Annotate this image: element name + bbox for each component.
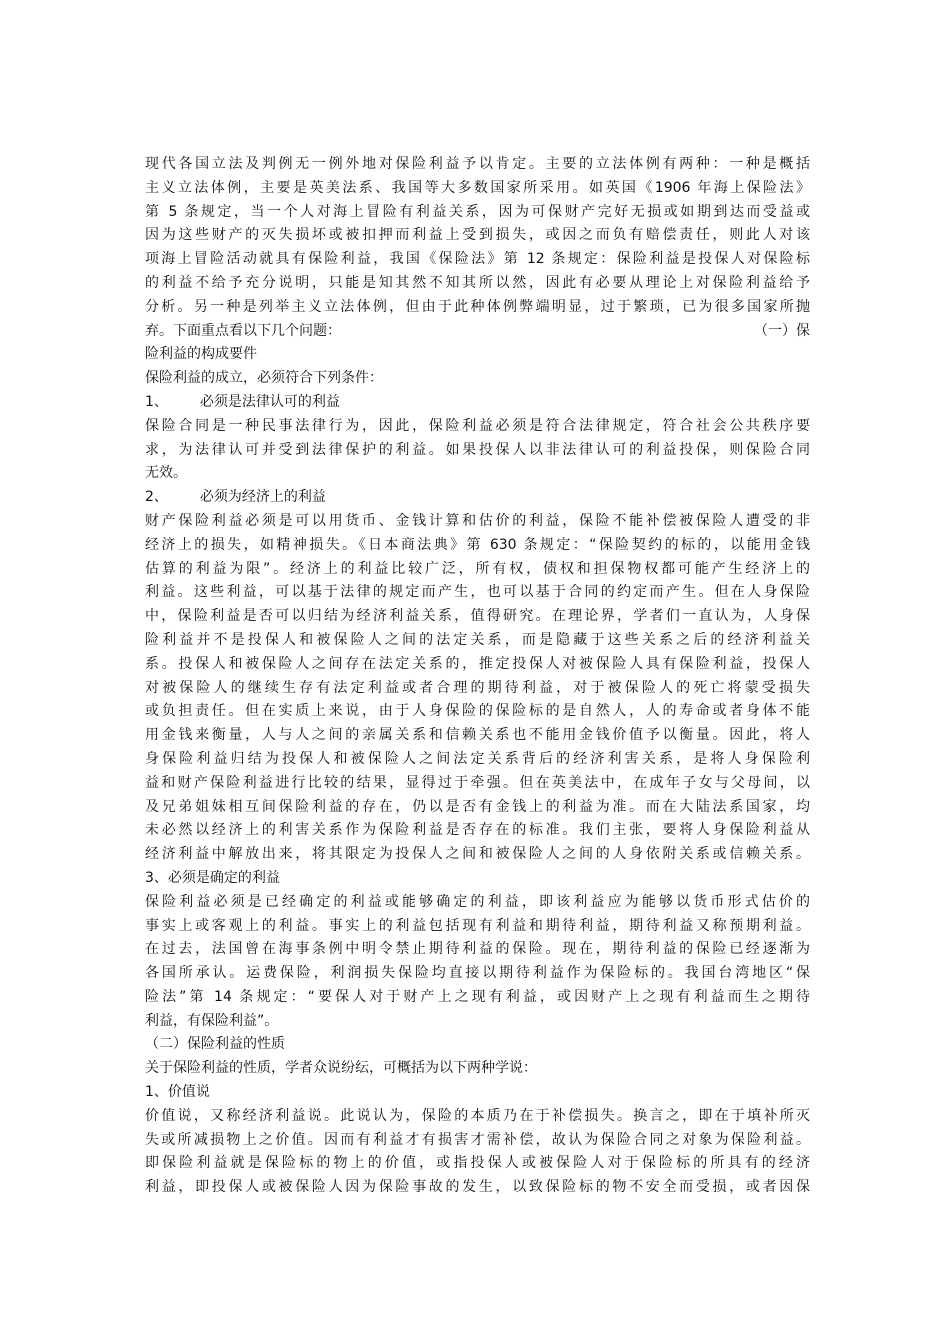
text-line: 中，保险利益是否可以归结为经济利益关系，值得研究。在理论界，学者们一直认为，人身保: [145, 608, 810, 625]
text-line: 在过去，法国曾在海事条例中明令禁止期待利益的保险。现在，期待利益的保险已经逐渐为: [145, 941, 810, 958]
text-line: 及兄弟姐妹相互间保险利益的存在，仍以是否有金钱上的利益为准。而在大陆法系国家，均: [145, 798, 810, 815]
text-line: 各国所承认。运费保险，利润损失保险均直接以期待利益作为保险标的。我国台湾地区“保: [145, 965, 810, 982]
text-line: 主义立法体例，主要是英美法系、我国等大多数国家所采用。如英国《1906 年海上保险法》: [145, 179, 810, 196]
text-line: 险利益的构成要件: [145, 346, 257, 363]
text-line: 财产保险利益必须是可以用货币、金钱计算和估价的利益，保险不能补偿被保险人遭受的非: [145, 512, 810, 529]
text-line: 无效。: [145, 465, 187, 482]
text-line: 险法”第 14 条规定：“要保人对于财产上之现有利益，或因财产上之现有利益而生之期待: [145, 988, 810, 1005]
text-line: 关于保险利益的性质，学者众说纷纭，可概括为以下两种学说：: [145, 1060, 537, 1077]
text-line-left: 弃。下面重点看以下几个问题：: [145, 322, 341, 339]
text-line: [145, 320, 810, 344]
text-line: [145, 391, 810, 415]
text-line: 身保险利益归结为投保人和被保险人之间法定关系背后的经济利害关系，是将人身保险利: [145, 750, 810, 767]
list-heading: 必须是法律认可的利益: [199, 393, 340, 410]
text-line: 第 5 条规定，当一个人对海上冒险有利益关系，因为可保财产完好无损或如期到达而受益或: [145, 203, 810, 220]
text-line: 利益。这些利益，可以基于法律的规定而产生，也可以基于合同的约定而产生。但在人身保险: [145, 584, 810, 601]
text-line: [145, 486, 810, 510]
text-line: 险利益并不是投保人和被保险人之间的法定关系，而是隐藏于这些关系之后的经济利益关: [145, 631, 810, 648]
text-line: 事实上或客观上的利益。事实上的利益包括现有利益和期待利益，期待利益又称预期利益。: [145, 917, 810, 934]
text-line: 估算的利益为限”。经济上的利益比较广泛，所有权，债权和担保物权都可能产生经济上的: [145, 560, 810, 577]
text-line: 分析。另一种是列举主义立法体例，但由于此种体例弊端明显，过于繁琐，已为很多国家所抛: [145, 298, 810, 315]
text-line: 因为这些财产的灭失损坏或被扣押而利益上受到损失，或因之而负有赔偿责任，则此人对该: [145, 227, 810, 244]
text-line: 保险合同是一种民事法律行为，因此，保险利益必须是符合法律规定，符合社会公共秩序要: [145, 417, 810, 434]
list-number: 1、: [145, 393, 168, 410]
text-line: 即保险利益就是保险标的物上的价值，或指投保人或被保险人对于保险标的所具有的经济: [145, 1155, 810, 1172]
text-line: 利益，即投保人或被保险人因为保险事故的发生，以致保险标的物不安全而受损，或者因保: [145, 1179, 810, 1196]
text-line: 对被保险人的继续生存有法定利益或者合理的期待利益，对于被保险人的死亡将蒙受损失: [145, 679, 810, 696]
text-line: 价值说，又称经济利益说。此说认为，保险的本质乃在于补偿损失。换言之，即在于填补所灭: [145, 1107, 810, 1124]
text-line: 保险利益的成立，必须符合下列条件：: [145, 370, 383, 387]
text-line: 经济利益中解放出来，将其限定为投保人之间和被保险人之间的人身依附关系或信赖关系。: [145, 846, 810, 863]
text-line: 的利益不给予充分说明，只能是知其然不知其所以然，因此有必要从理论上对保险利益给予: [145, 274, 810, 291]
text-line: 1、价值说: [145, 1084, 210, 1101]
list-number: 2、: [145, 489, 168, 506]
list-heading: 必须为经济上的利益: [199, 489, 326, 506]
text-line: 现代各国立法及判例无一例外地对保险利益予以肯定。主要的立法体例有两种：一种是概括: [145, 156, 810, 172]
text-line: 系。投保人和被保险人之间存在法定关系的，推定投保人对被保险人具有保险利益，投保人: [145, 655, 810, 672]
text-line: （二）保险利益的性质: [145, 1036, 285, 1053]
text-line: 保险利益必须是已经确定的利益或能够确定的利益，即该利益应为能够以货币形式估价的: [145, 893, 810, 910]
section-heading-fragment: （一）保: [754, 322, 810, 339]
text-line: 利益，有保险利益”。: [145, 1012, 279, 1029]
text-line: 求，为法律认可并受到法律保护的利益。如果投保人以非法律认可的利益投保，则保险合同: [145, 441, 810, 458]
text-line: 失或所减损物上之价值。因而有利益才有损害才需补偿，故认为保险合同之对象为保险利益。: [145, 1131, 810, 1148]
document-body: [145, 153, 810, 1200]
text-line: 用金钱来衡量，人与人之间的亲属关系和信赖关系也不能用金钱价值予以衡量。因此，将人: [145, 727, 810, 744]
text-line: 未必然以经济上的利害关系作为保险利益是否存在的标准。我们主张，要将人身保险利益从: [145, 822, 810, 839]
text-line: 项海上冒险活动就具有保险利益，我国《保险法》第 12 条规定：保险利益是投保人对保险标: [145, 251, 810, 268]
text-line: 经济上的损失，如精神损失。《日本商法典》第 630 条规定：“保险契约的标的，以能用金钱: [145, 536, 810, 553]
text-line: 益和财产保险利益进行比较的结果，显得过于牵强。但在英美法中，在成年子女与父母间，以: [145, 774, 810, 791]
text-line: 3、必须是确定的利益: [145, 869, 280, 886]
text-line: 或负担责任。但在实质上来说，由于人身保险的保险标的是自然人，人的寿命或者身体不能: [145, 703, 810, 720]
